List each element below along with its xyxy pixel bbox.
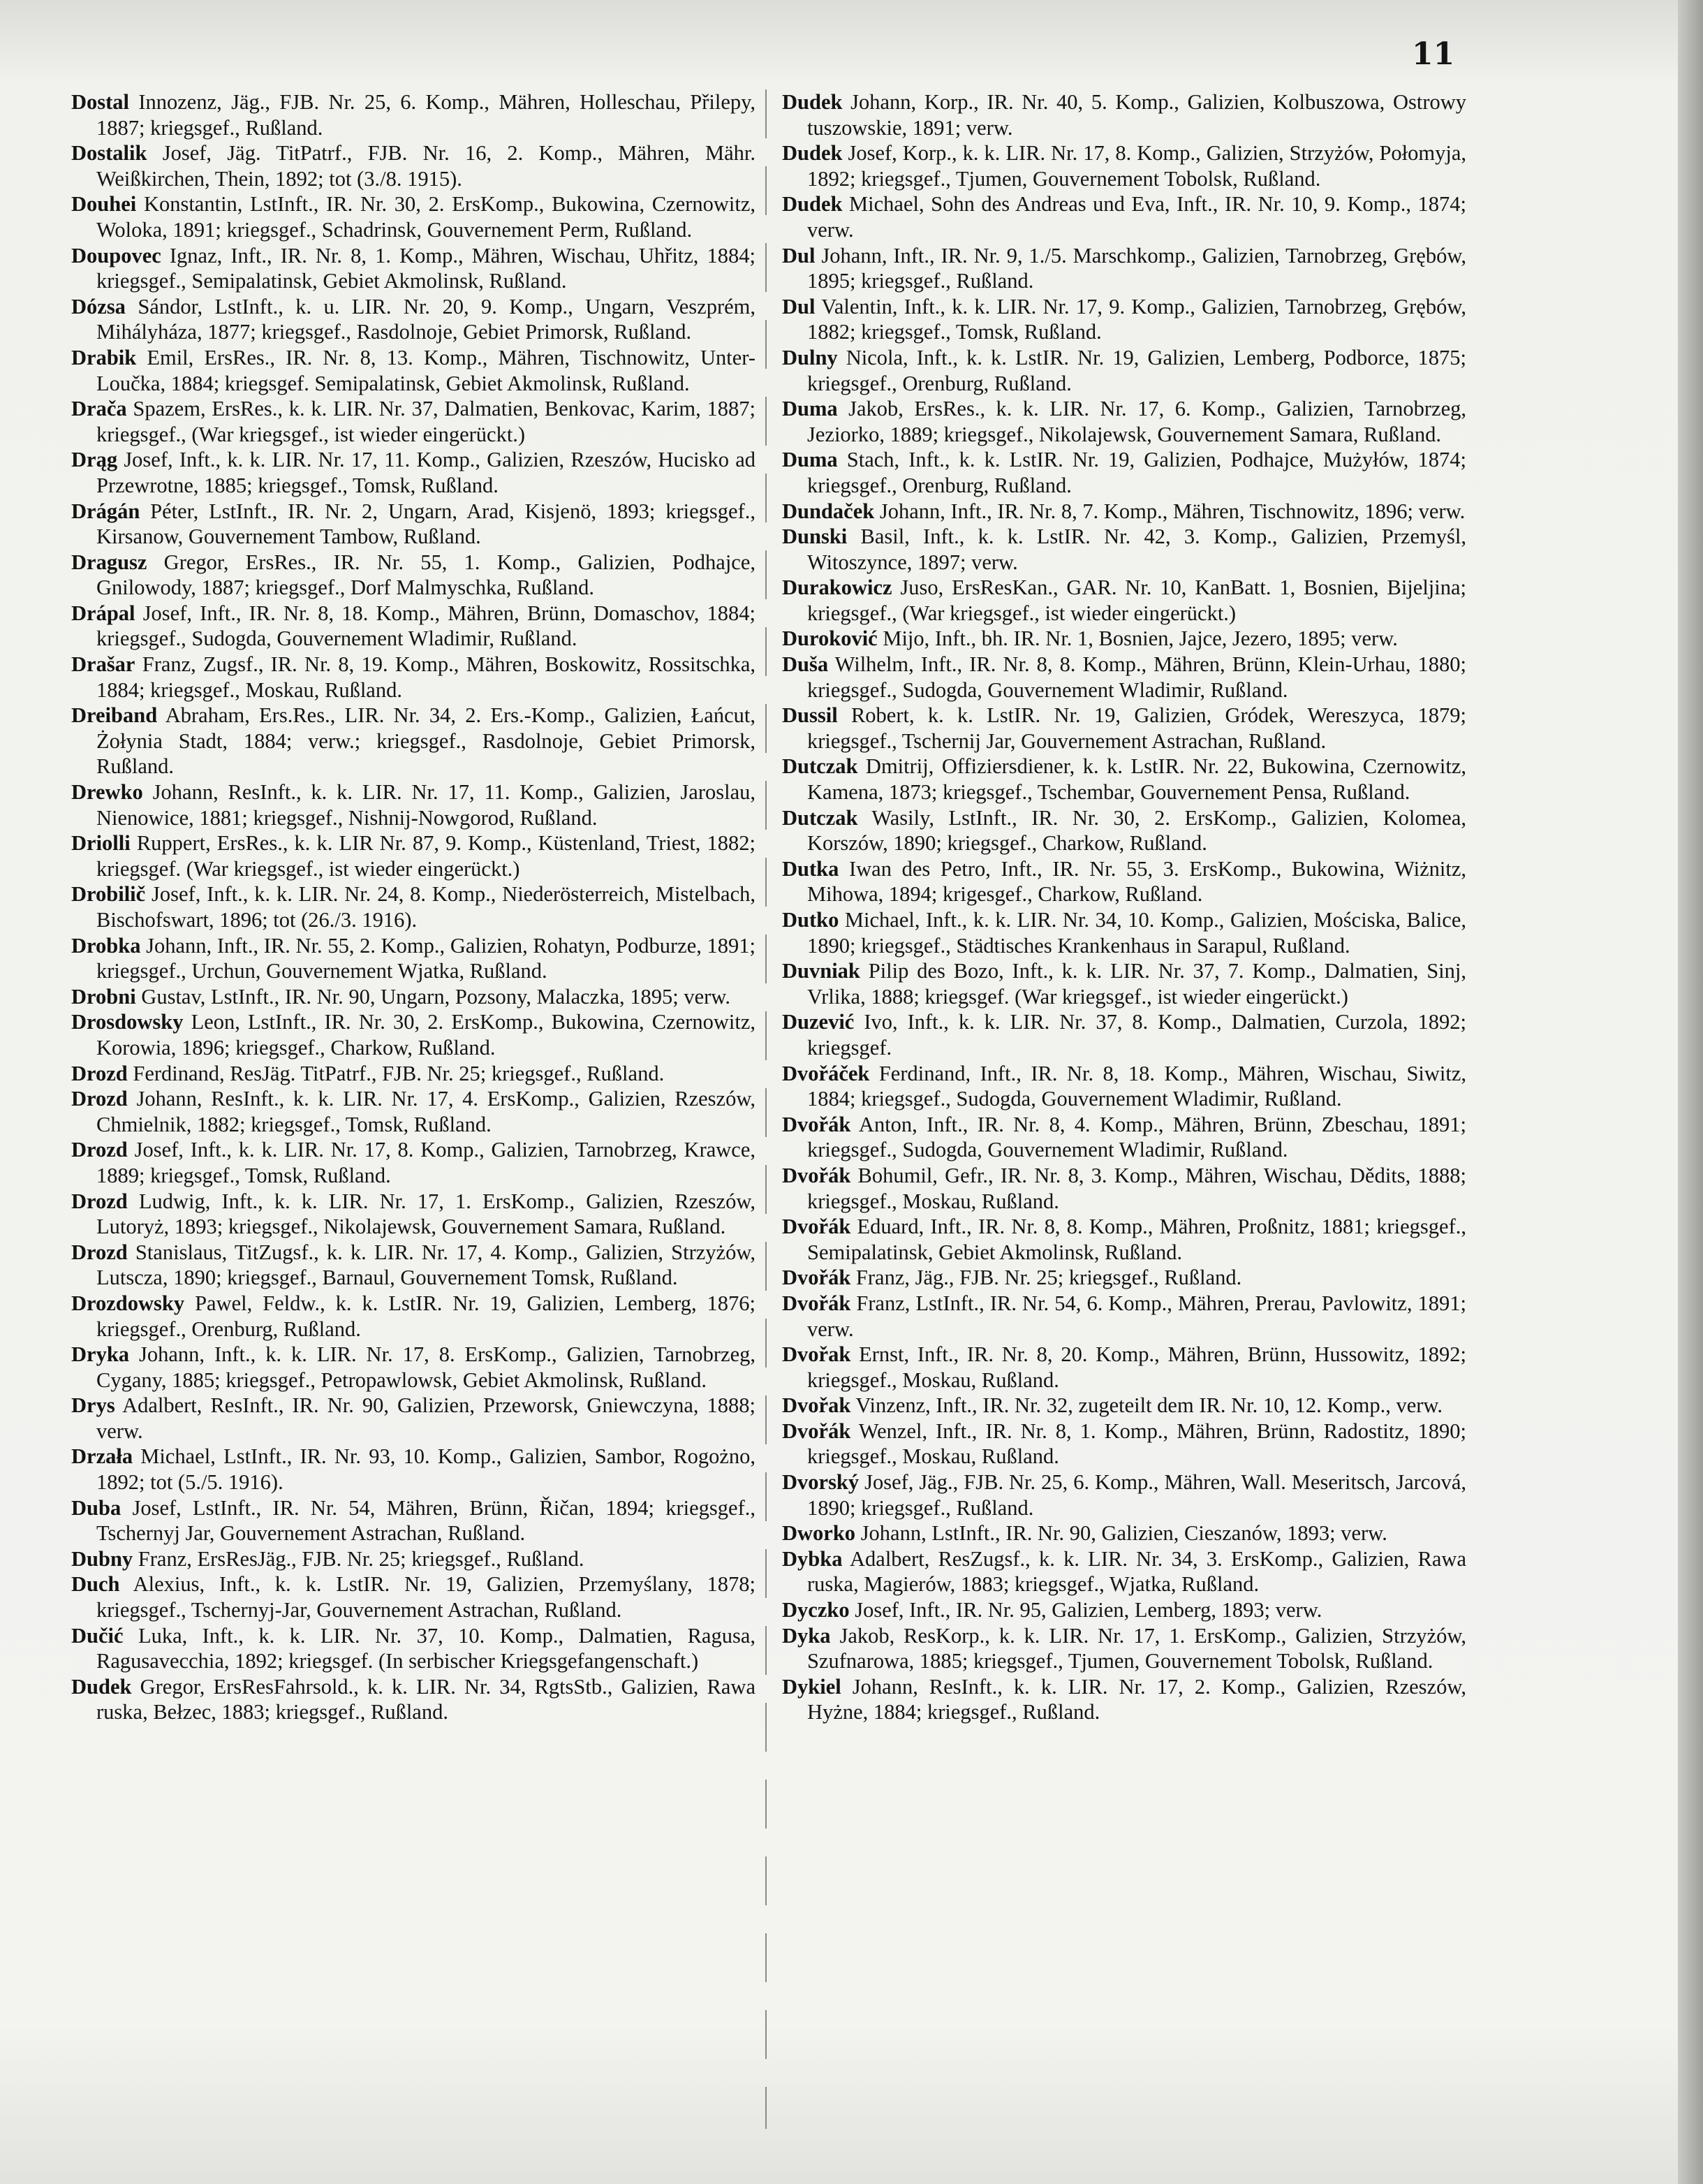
entry-surname: Dvořák	[782, 1266, 851, 1290]
entry	[782, 856, 1466, 907]
entry-details: Johann, Inft., IR. Nr. 8, 7. Komp., Mähren, Tischnowitz, 1896; verw.	[879, 499, 1466, 523]
entry-surname: Drewko	[71, 780, 143, 805]
entry-details: Vinzenz, Inft., IR. Nr. 32, zugeteilt dem IR. Nr. 10, 12. Komp., verw.	[855, 1393, 1443, 1418]
entry-surname: Duzević	[782, 1010, 855, 1034]
entry-details: Ernst, Inft., IR. Nr. 8, 20. Komp., Mähren, Brünn, Hussowitz, 1892; kriegsgef., Moskau, Rußland.	[807, 1342, 1467, 1392]
entry	[782, 1342, 1466, 1393]
entry	[782, 1214, 1466, 1265]
entry	[71, 1495, 755, 1546]
page-number: 11	[1412, 36, 1455, 72]
entry-details: Michael, Inft., k. k. LIR. Nr. 34, 10. Komp., Galizien, Mościska, Balice, 1890; kriegsgef., Städtisches Krankenhaus in Sarapul, Rußland.	[807, 908, 1467, 958]
entry-details: Michael, LstInft., IR. Nr. 93, 10. Komp., Galizien, Sambor, Rogożno, 1892; tot (5./5. 1916).	[96, 1444, 755, 1495]
entry-surname: Drąg	[71, 448, 118, 472]
entry	[71, 1137, 755, 1188]
entry-details: Johann, Inft., k. k. LIR. Nr. 17, 8. ErsKomp., Galizien, Tarnobrzeg, Cygany, 1885; kriegsgef., Petropawlowsk, Gebiet Akmolinsk, Rußland.	[96, 1342, 756, 1392]
entry	[782, 140, 1466, 191]
entry	[782, 447, 1466, 498]
entry-details: Ruppert, ErsRes., k. k. LIR Nr. 87, 9. Komp., Küstenland, Triest, 1882; kriegsgef. (War kriegsgef., ist wieder eingerückt.)	[96, 831, 755, 881]
entry	[782, 89, 1466, 140]
entry-surname: Drozd	[71, 1240, 128, 1264]
entry	[782, 805, 1466, 856]
entry-details: Dmitrij, Offiziersdiener, k. k. LstIR. Nr. 22, Bukowina, Czernowitz, Kamena, 1873; kriegsgef., Tschembar, Gouvernement Pensa, Rußland.	[807, 754, 1466, 805]
entry-details: Josef, Inft., k. k. LIR. Nr. 24, 8. Komp., Niederösterreich, Mistelbach, Bischofswart, 1896; tot (26./3. 1916).	[96, 882, 755, 932]
entry	[71, 1571, 755, 1622]
entry	[782, 524, 1466, 575]
entry	[782, 1265, 1466, 1291]
entry-details: Gregor, ErsRes., IR. Nr. 55, 1. Komp., Galizien, Podhajce, Gnilowody, 1887; kriegsgef., Dorf Malmyschka, Rußland.	[96, 550, 756, 600]
entry-surname: Duvniak	[782, 959, 860, 983]
entry	[71, 1546, 755, 1572]
entry-details: Anton, Inft., IR. Nr. 8, 4. Komp., Mähren, Brünn, Zbeschau, 1891; kriegsgef., Sudogda, Gouvernement Wladimir, Rußland.	[807, 1112, 1466, 1162]
entry	[782, 1393, 1466, 1419]
entry-details: Robert, k. k. LstIR. Nr. 19, Galizien, Gródek, Wereszyca, 1879; kriegsgef., Tschernij Jar, Gouvernement Astrachan, Rußland.	[807, 703, 1467, 753]
entry-surname: Dunski	[782, 525, 848, 549]
entry-surname: Dworko	[782, 1521, 856, 1546]
entry-details: Johann, ResInft., k. k. LIR. Nr. 17, 11. Komp., Galizien, Jaroslau, Nienowice, 1881; kriegsgef., Nishnij-Nowgorod, Rußland.	[96, 780, 756, 830]
entry-surname: Dussil	[782, 703, 838, 728]
entry-surname: Dubny	[71, 1546, 133, 1571]
entry-details: Josef, LstInft., IR. Nr. 54, Mähren, Brünn, Řičan, 1894; kriegsgef., Tschernyj Jar, Gouvernement Astrachan, Rußland.	[96, 1495, 755, 1546]
column-divider	[765, 89, 767, 2129]
entry-surname: Drobni	[71, 984, 136, 1009]
entry	[782, 1546, 1466, 1597]
entry-details: Alexius, Inft., k. k. LstIR. Nr. 19, Galizien, Przemyślany, 1878; kriegsgef., Tschernyj-Jar, Gouvernement Astrachan, Rußland.	[96, 1572, 755, 1622]
entry-details: Bohumil, Gefr., IR. Nr. 8, 3. Komp., Mähren, Wischau, Dědits, 1888; kriegsgef., Moskau, Rußland.	[807, 1163, 1467, 1213]
entry-surname: Dvorský	[782, 1470, 860, 1495]
entry-surname: Drápal	[71, 601, 135, 625]
entry-surname: Dvořák	[782, 1215, 851, 1239]
entry-details: Innozenz, Jäg., FJB. Nr. 25, 6. Komp., Mähren, Holleschau, Přilepy, 1887; kriegsgef., Rußland.	[96, 90, 756, 140]
entry	[782, 294, 1466, 345]
entry	[71, 601, 755, 652]
entry-surname: Duma	[782, 397, 838, 421]
entry-surname: Dul	[782, 294, 816, 318]
entry-details: Johann, ResInft., k. k. LIR. Nr. 17, 4. ErsKomp., Galizien, Rzeszów, Chmielnik, 1882; kriegsgef., Tomsk, Rußland.	[96, 1087, 755, 1136]
entry-surname: Dudek	[782, 141, 843, 166]
entry-surname: Douhei	[71, 192, 137, 217]
entry	[782, 652, 1466, 703]
entry	[71, 1009, 755, 1060]
entry-surname: Dvořák	[782, 1163, 851, 1187]
entry-details: Ferdinand, ResJäg. TitPatrf., FJB. Nr. 25; kriegsgef., Rußland.	[133, 1061, 665, 1085]
entry-surname: Durakowicz	[782, 576, 892, 600]
entry-surname: Dybka	[782, 1546, 843, 1571]
entry-details: Ludwig, Inft., k. k. LIR. Nr. 17, 1. ErsKomp., Galizien, Rzeszów, Lutoryż, 1893; kriegsgef., Nikolajewsk, Gouvernement Samara, Rußland.	[96, 1189, 756, 1239]
entry-surname: Dvořáček	[782, 1061, 870, 1085]
entry-details: Spazem, ErsRes., k. k. LIR. Nr. 37, Dalmatien, Benkovac, Karim, 1887; kriegsgef., (War kriegsgef., ist wieder eingerückt.)	[96, 397, 756, 446]
entry-details: Emil, ErsRes., IR. Nr. 8, 13. Komp., Mähren, Tischnowitz, Unter-Loučka, 1884; kriegsgef. Semipalatinsk, Gebiet Akmolinsk, Rußland.	[96, 345, 756, 395]
entry	[782, 1163, 1466, 1214]
entry	[71, 294, 755, 345]
entry-surname: Dragusz	[71, 550, 147, 574]
entry	[71, 191, 755, 242]
entry-details: Josef, Jäg. TitPatrf., FJB. Nr. 16, 2. Komp., Mähren, Mähr. Weißkirchen, Thein, 1892; tot (3./8. 1915).	[96, 141, 756, 191]
entry	[71, 345, 755, 396]
entry-details: Michael, Sohn des Andreas und Eva, Inft., IR. Nr. 10, 9. Komp., 1874; verw.	[807, 192, 1467, 242]
entry-details: Josef, Inft., IR. Nr. 8, 18. Komp., Mähren, Brünn, Domaschov, 1884; kriegsgef., Sudogda, Gouvernement Wladimir, Rußland.	[96, 601, 755, 651]
entry-details: Juso, ErsResKan., GAR. Nr. 10, KanBatt. 1, Bosnien, Bijeljina; kriegsgef., (War kriegsgef., ist wieder eingerückt.)	[807, 576, 1467, 625]
entry	[782, 1061, 1466, 1112]
entry-details: Sándor, LstInft., k. u. LIR. Nr. 20, 9. Komp., Ungarn, Veszprém, Mihályháza, 1877; kriegsgef., Rasdolnoje, Gebiet Primorsk, Rußland.	[96, 294, 755, 344]
entry	[782, 1597, 1466, 1623]
entry-surname: Dykiel	[782, 1674, 841, 1699]
entry-surname: Drozd	[71, 1061, 128, 1085]
entry	[71, 89, 755, 140]
entry	[71, 1291, 755, 1342]
entry	[782, 754, 1466, 805]
entry	[782, 907, 1466, 958]
entry-surname: Duch	[71, 1572, 120, 1597]
entry-details: Adalbert, ResZugsf., k. k. LIR. Nr. 34, 3. ErsKomp., Galizien, Rawa ruska, Magierów, 1883; kriegsgef., Wjatka, Rußland.	[807, 1546, 1466, 1597]
entry	[71, 447, 755, 498]
entry	[782, 1470, 1466, 1520]
entry-details: Stanislaus, TitZugsf., k. k. LIR. Nr. 17, 4. Komp., Galizien, Strzyżów, Lutscza, 1890; kriegsgef., Barnaul, Gouvernement Tomsk, Rußland.	[96, 1240, 756, 1290]
entry	[782, 1009, 1466, 1060]
entry-details: Josef, Inft., k. k. LIR. Nr. 17, 11. Komp., Galizien, Rzeszów, Hucisko ad Przewrotne, 1885; kriegsgef., Tomsk, Rußland.	[96, 448, 756, 497]
entry	[71, 243, 755, 294]
entry-surname: Dyczko	[782, 1598, 850, 1622]
entry-details: Johann, Inft., IR. Nr. 55, 2. Komp., Galizien, Rohatyn, Podburze, 1891; kriegsgef., Urchun, Gouvernement Wjatka, Rußland.	[96, 933, 756, 983]
entry-surname: Dvořak	[782, 1342, 851, 1367]
entry-details: Péter, LstInft., IR. Nr. 2, Ungarn, Arad, Kisjenö, 1893; kriegsgef., Kirsanow, Gouvernement Tambow, Rußland.	[96, 499, 755, 549]
entry-details: Stach, Inft., k. k. LstIR. Nr. 19, Galizien, Podhajce, Mużyłów, 1874; kriegsgef., Orenburg, Rußland.	[807, 448, 1467, 497]
entry-surname: Drzała	[71, 1444, 133, 1469]
entry-details: Eduard, Inft., IR. Nr. 8, 8. Komp., Mähren, Proßnitz, 1881; kriegsgef., Semipalatinsk, Gebiet Akmolinsk, Rußland.	[807, 1215, 1466, 1264]
entry-surname: Dyka	[782, 1623, 831, 1648]
entry-surname: Drozd	[71, 1138, 128, 1162]
entry-details: Franz, LstInft., IR. Nr. 54, 6. Komp., Mähren, Prerau, Pavlowitz, 1891; verw.	[807, 1291, 1466, 1341]
entry-surname: Duroković	[782, 626, 878, 651]
entry-surname: Duba	[71, 1495, 121, 1520]
entry	[782, 191, 1466, 242]
entry-details: Ivo, Inft., k. k. LIR. Nr. 37, 8. Komp., Dalmatien, Curzola, 1892; kriegsgef.	[807, 1010, 1467, 1060]
entry-surname: Dutka	[782, 856, 839, 881]
entry-details: Johann, ResInft., k. k. LIR. Nr. 17, 2. Komp., Galizien, Rzeszów, Hyżne, 1884; kriegsgef., Rußland.	[807, 1674, 1467, 1724]
entry	[782, 499, 1466, 525]
entry-details: Nicola, Inft., k. k. LstIR. Nr. 19, Galizien, Lemberg, Podborce, 1875; kriegsgef., Orenburg, Rußland.	[807, 345, 1467, 395]
entry-details: Gregor, ErsResFahrsold., k. k. LIR. Nr. 34, RgtsStb., Galizien, Rawa ruska, Bełzec, 1883; kriegsgef., Rußland.	[96, 1674, 755, 1724]
entry-surname: Dulny	[782, 345, 838, 369]
entry-details: Adalbert, ResInft., IR. Nr. 90, Galizien, Przeworsk, Gniewczyna, 1888; verw.	[96, 1393, 755, 1443]
entry	[71, 830, 755, 881]
entry-surname: Duša	[782, 652, 829, 677]
entry-surname: Dutczak	[782, 805, 858, 830]
entry-details: Ignaz, Inft., IR. Nr. 8, 1. Komp., Mähren, Wischau, Uhřitz, 1884; kriegsgef., Semipalatinsk, Gebiet Akmolinsk, Rußland.	[96, 243, 755, 293]
entry-details: Franz, Zugsf., IR. Nr. 8, 19. Komp., Mähren, Boskowitz, Rossitschka, 1884; kriegsgef., Moskau, Rußland.	[96, 652, 756, 702]
entry	[71, 1444, 755, 1495]
entry-surname: Drys	[71, 1393, 115, 1418]
entry-surname: Dostalik	[71, 141, 147, 166]
entry-surname: Dvořák	[782, 1291, 851, 1315]
entry-details: Johann, Korp., IR. Nr. 40, 5. Komp., Galizien, Kolbuszowa, Ostrowy tuszowskie, 1891; verw.	[807, 90, 1467, 140]
entry	[71, 1240, 755, 1291]
entry-details: Ferdinand, Inft., IR. Nr. 8, 18. Komp., Mähren, Wischau, Siwitz, 1884; kriegsgef., Sudogda, Gouvernement Wladimir, Rußland.	[807, 1061, 1467, 1111]
entry-details: Wenzel, Inft., IR. Nr. 8, 1. Komp., Mähren, Brünn, Radostitz, 1890; kriegsgef., Moskau, Rußland.	[807, 1419, 1466, 1469]
entry-surname: Dudek	[782, 90, 843, 114]
entry-surname: Duma	[782, 448, 838, 472]
entry	[782, 396, 1466, 447]
entry-details: Johann, LstInft., IR. Nr. 90, Galizien, Cieszanów, 1893; verw.	[860, 1521, 1387, 1546]
entry-surname: Dutko	[782, 908, 839, 932]
entry-surname: Dostal	[71, 90, 130, 114]
entry-surname: Dul	[782, 243, 816, 267]
entry-surname: Doupovec	[71, 243, 161, 267]
entry-details: Leon, LstInft., IR. Nr. 30, 2. ErsKomp., Bukowina, Czernowitz, Korowia, 1896; kriegsgef., Charkow, Rußland.	[96, 1010, 755, 1060]
entry-details: Josef, Jäg., FJB. Nr. 25, 6. Komp., Mähren, Wall. Meseritsch, Jarcová, 1890; kriegsgef., Rußland.	[807, 1470, 1467, 1520]
entry-details: Wilhelm, Inft., IR. Nr. 8, 8. Komp., Mähren, Brünn, Klein-Urhau, 1880; kriegsgef., Sudogda, Gouvernement Wladimir, Rußland.	[807, 652, 1467, 702]
entry-details: Franz, Jäg., FJB. Nr. 25; kriegsgef., Rußland.	[855, 1266, 1242, 1290]
entry	[782, 1674, 1466, 1725]
entry-details: Konstantin, LstInft., IR. Nr. 30, 2. ErsKomp., Bukowina, Czernowitz, Woloka, 1891; kriegsgef., Schadrinsk, Gouvernement Perm, Rußland.	[96, 192, 755, 242]
entry	[71, 1061, 755, 1087]
entry	[71, 140, 755, 191]
entry-details: Franz, ErsResJäg., FJB. Nr. 25; kriegsgef., Rußland.	[138, 1546, 584, 1571]
entry-surname: Dudek	[71, 1674, 132, 1699]
entry	[782, 703, 1466, 754]
entry	[71, 984, 755, 1010]
left-column	[71, 89, 755, 1725]
entry-details: Valentin, Inft., k. k. LIR. Nr. 17, 9. Komp., Galizien, Tarnobrzeg, Grębów, 1882; kriegsgef., Tomsk, Rußland.	[807, 294, 1467, 344]
entry	[71, 779, 755, 830]
entry-surname: Dvořák	[782, 1419, 851, 1443]
entry-details: Josef, Inft., k. k. LIR. Nr. 17, 8. Komp., Galizien, Tarnobrzeg, Krawce, 1889; kriegsgef., Tomsk, Rußland.	[96, 1138, 756, 1187]
entry	[71, 1342, 755, 1393]
entry	[71, 1623, 755, 1674]
entry-surname: Dreiband	[71, 703, 158, 728]
entry-surname: Drosdowsky	[71, 1010, 184, 1034]
entry-details: Pilip des Bozo, Inft., k. k. LIR. Nr. 37, 7. Komp., Dalmatien, Sinj, Vrlika, 1888; kriegsgef. (War kriegsgef., ist wieder eingerückt.)	[807, 959, 1466, 1009]
entry	[71, 1674, 755, 1725]
entry-details: Johann, Inft., IR. Nr. 9, 1./5. Marschkomp., Galizien, Tarnobrzeg, Grębów, 1895; kriegsgef., Rußland.	[807, 243, 1466, 293]
entry	[782, 1623, 1466, 1674]
entry-surname: Dryka	[71, 1342, 130, 1367]
entry-details: Luka, Inft., k. k. LIR. Nr. 37, 10. Komp., Dalmatien, Ragusa, Ragusavecchia, 1892; kriegsgef. (In serbischer Kriegsgefangenschaft.)	[96, 1623, 755, 1673]
entry-surname: Dózsa	[71, 294, 126, 318]
entry	[71, 881, 755, 932]
entry-surname: Dundaček	[782, 499, 875, 523]
entry-surname: Drozd	[71, 1087, 128, 1111]
entry	[782, 575, 1466, 626]
entry	[71, 703, 755, 779]
entry-surname: Dučić	[71, 1623, 124, 1648]
entry	[782, 1112, 1466, 1163]
entry-details: Basil, Inft., k. k. LstIR. Nr. 42, 3. Komp., Galizien, Przemyśl, Witoszynce, 1897; verw.	[807, 525, 1466, 574]
entry-surname: Dudek	[782, 192, 843, 217]
entry	[782, 1419, 1466, 1470]
entry-surname: Drobka	[71, 933, 141, 958]
entry	[782, 1520, 1466, 1546]
entry	[782, 626, 1466, 652]
entry	[782, 958, 1466, 1009]
entry-details: Jakob, ErsRes., k. k. LIR. Nr. 17, 6. Komp., Galizien, Tarnobrzeg, Jeziorko, 1889; kriegsgef., Nikolajewsk, Gouvernement Samara, Rußland.	[807, 397, 1466, 446]
entry	[71, 396, 755, 447]
entry-details: Iwan des Petro, Inft., IR. Nr. 55, 3. ErsKomp., Bukowina, Wiżnitz, Mihowa, 1894; krigesgef., Charkow, Rußland.	[807, 856, 1467, 907]
entry-surname: Drozd	[71, 1189, 128, 1213]
entry-details: Josef, Inft., IR. Nr. 95, Galizien, Lemberg, 1893; verw.	[855, 1598, 1322, 1622]
entry-details: Jakob, ResKorp., k. k. LIR. Nr. 17, 1. ErsKomp., Galizien, Strzyżów, Szufnarowa, 1885; kriegsgef., Tjumen, Gouvernement Tobolsk, Rußland.	[807, 1623, 1466, 1673]
entry-surname: Drabik	[71, 345, 137, 369]
entry-surname: Drágán	[71, 499, 140, 523]
entry	[71, 550, 755, 601]
entry	[782, 243, 1466, 294]
entry	[71, 1189, 755, 1240]
entry-surname: Driolli	[71, 831, 131, 856]
entry	[71, 933, 755, 984]
entry	[71, 1393, 755, 1444]
page-edge-shadow	[1678, 0, 1703, 2184]
entry-surname: Dutczak	[782, 754, 858, 779]
entry-details: Abraham, Ers.Res., LIR. Nr. 34, 2. Ers.-Komp., Galizien, Łańcut, Żołynia Stadt, 1884; verw.; kriegsgef., Rasdolnoje, Gebiet Primorsk, Rußland.	[96, 703, 755, 779]
entry-surname: Dvořák	[782, 1112, 851, 1136]
entry	[782, 345, 1466, 396]
entry	[71, 499, 755, 550]
entry-surname: Dvořak	[782, 1393, 851, 1418]
entry-details: Gustav, LstInft., IR. Nr. 90, Ungarn, Pozsony, Malaczka, 1895; verw.	[141, 984, 730, 1009]
right-column	[782, 89, 1466, 1725]
entry-surname: Drača	[71, 397, 127, 421]
entry-details: Wasily, LstInft., IR. Nr. 30, 2. ErsKomp., Galizien, Kolomea, Korszów, 1890; kriegsgef., Charkow, Rußland.	[807, 805, 1466, 856]
entry	[782, 1291, 1466, 1342]
entry-details: Pawel, Feldw., k. k. LstIR. Nr. 19, Galizien, Lemberg, 1876; kriegsgef., Orenburg, Rußland.	[96, 1291, 755, 1341]
entry	[71, 652, 755, 703]
entry-details: Josef, Korp., k. k. LIR. Nr. 17, 8. Komp., Galizien, Strzyżów, Połomyja, 1892; kriegsgef., Tjumen, Gouvernement Tobolsk, Rußland.	[807, 141, 1467, 191]
entry-details: Mijo, Inft., bh. IR. Nr. 1, Bosnien, Jajce, Jezero, 1895; verw.	[883, 626, 1398, 651]
entry-surname: Drobilič	[71, 882, 146, 907]
entry-surname: Drozdowsky	[71, 1291, 185, 1315]
entry	[71, 1086, 755, 1137]
entry-surname: Drašar	[71, 652, 135, 677]
